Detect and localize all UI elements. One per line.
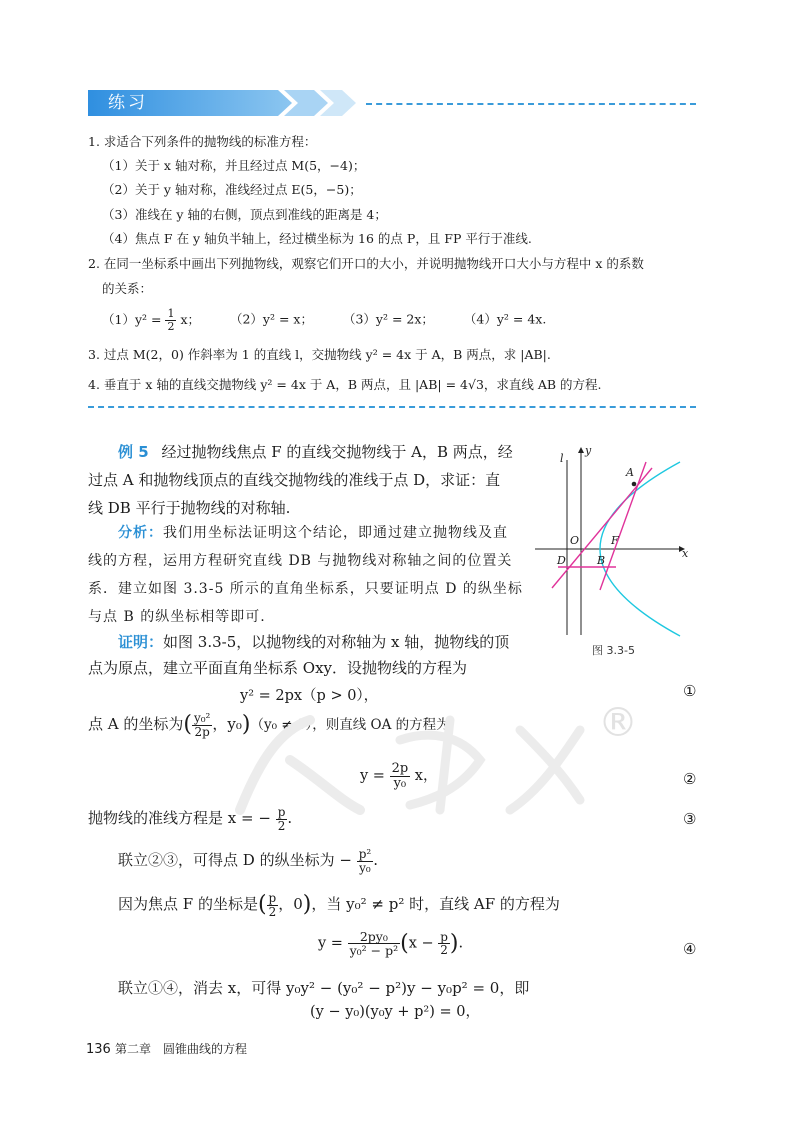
directrix-pre: 抛物线的准线方程是 x = − — [88, 809, 271, 828]
label-x: x — [682, 547, 689, 560]
example-label: 例 5 — [118, 443, 149, 461]
proof-text-1: 如图 3.3-5，以抛物线的对称轴为 x 轴，抛物线的顶 — [163, 633, 510, 651]
label-A: A — [626, 466, 634, 479]
exercise-1: 1. 求适合下列条件的抛物线的标准方程： — [88, 134, 317, 149]
eq2-den: y₀ — [393, 775, 407, 791]
point-a-mid: ，y₀ — [212, 715, 242, 734]
figure-3-3-5 — [530, 440, 700, 640]
eq4-post: . — [458, 935, 464, 952]
combine-14-line: 联立①④，消去 x，可得 y₀y² − (y₀² − p²)y − y₀p² = 0，即 — [118, 979, 530, 997]
option-1 — [102, 307, 204, 333]
figure-caption: 图 3.3-5 — [592, 644, 635, 657]
proof-line2: 点为原点，建立平面直角坐标系 Oxy．设抛物线的方程为 — [88, 659, 468, 677]
focus-post: ，当 y₀² ≠ p² 时，直线 AF 的方程为 — [311, 895, 560, 914]
eq4-inner-num: p — [440, 929, 448, 944]
point-a-post: （y₀ ≠ 0），则直线 OA 的方程为 — [250, 717, 450, 734]
page-footer — [86, 1040, 247, 1057]
exercise-3: 3. 过点 M(2，0) 作斜率为 1 的直线 l，交抛物线 y² = 4x 于 A，B 两点，求 |AB|. — [88, 347, 551, 362]
focus-den: 2 — [268, 904, 277, 919]
example-line3: 线 DB 平行于抛物线的对称轴. — [88, 499, 291, 517]
option-1-pre: （1）y² = — [102, 311, 162, 327]
exercise-4: 4. 垂直于 x 轴的直线交抛物线 y² = 4x 于 A，B 两点，且 |AB| = 4√3，求直线 AB 的方程. — [88, 377, 602, 392]
analysis-line4: 与点 B 的纵坐标相等即可. — [88, 609, 266, 625]
page-number: 136 — [86, 1042, 111, 1057]
analysis-line3: 系．建立如图 3.3-5 所示的直角坐标系，只要证明点 D 的纵坐标 — [88, 581, 523, 597]
exercise-2-line2: 的关系： — [102, 281, 153, 296]
fraction-half — [165, 308, 176, 332]
exercise-bottom-dash-line — [88, 406, 696, 408]
equation-2-number: ② — [683, 770, 697, 788]
combine23-den: y₀ — [359, 860, 371, 875]
eq4-frac — [348, 930, 401, 957]
analysis-line2: 线的方程，运用方程研究直线 DB 与抛物线对称轴之间的位置关 — [88, 553, 513, 569]
watermark-registered: ® — [598, 700, 638, 746]
label-B: B — [597, 554, 606, 567]
eq4-den: y₀² − p² — [349, 943, 399, 959]
directrix-num: p — [277, 805, 286, 819]
line-AB — [600, 462, 646, 590]
equation-1: y² = 2px（p > 0）， — [240, 688, 379, 704]
label-y: y — [585, 444, 592, 457]
point-a-num: y₀² — [193, 711, 211, 725]
directrix-den: 2 — [277, 818, 286, 833]
eq4-inner-den: 2 — [440, 943, 448, 958]
label-l: l — [560, 452, 564, 465]
combine-23-line — [118, 848, 378, 874]
analysis-label: 分析： — [118, 525, 163, 541]
watermark-calligraphy — [200, 700, 600, 820]
example-line2: 过点 A 和抛物线顶点的直线交抛物线的准线于点 D，求证：直 — [88, 471, 501, 489]
section-title: 练习 — [108, 93, 148, 113]
point-a-line: 点 A 的坐标为( $\frac{\text{y₀²}}{2p}$ ，y₀)（y₀ ≠ 0），则直线 OA 的方程为 — [88, 711, 450, 739]
chapter-title: 第二章 圆锥曲线的方程 — [114, 1042, 247, 1056]
eq2-post: x， — [414, 768, 438, 785]
example-text-1: 经过抛物线焦点 F 的直线交抛物线于 A，B 两点，经 — [161, 443, 513, 461]
eq4-num: 2py₀ — [348, 930, 401, 944]
option-4: （4）y² = 4x. — [463, 311, 547, 327]
exercise-1-4: （4）焦点 F 在 y 轴负半轴上，经过横坐标为 16 的点 P，且 FP 平行于准线. — [102, 231, 532, 246]
option-1-post: x； — [180, 311, 201, 327]
eq4-mid: x − — [408, 935, 434, 952]
exercise-2-options — [102, 308, 546, 332]
focus-pre: 因为焦点 F 的坐标是 — [118, 895, 258, 914]
exercise-1-3: （3）准线在 y 轴的右侧，顶点到准线的距离是 4； — [102, 207, 387, 222]
focus-num: p — [268, 891, 277, 905]
option-3: （3）y² = 2x； — [342, 311, 434, 327]
eq4-pre: y = — [318, 935, 343, 952]
header-dash-line — [366, 103, 696, 105]
proof-label: 证明： — [118, 633, 164, 651]
combine23-post: . — [373, 851, 378, 870]
point-a-pre: 点 A 的坐标为 — [88, 715, 184, 734]
factored-equation: (y − y₀)(y₀y + p²) = 0， — [310, 1004, 480, 1020]
label-F: F — [611, 534, 619, 547]
label-O: O — [570, 534, 580, 547]
combine23-frac — [357, 848, 374, 874]
equation-1-number: ① — [683, 682, 697, 700]
combine23-num: p² — [358, 847, 372, 861]
eq2-num: 2p — [391, 761, 409, 776]
focus-line: 因为焦点 F 的坐标是( $\frac{p}{2}$ ，0)，当 y₀² ≠ p² 时，直线 AF 的方程为 — [118, 891, 560, 919]
eq4-inner-frac — [438, 931, 450, 957]
label-D: D — [557, 554, 566, 567]
fraction-num: 1 — [167, 307, 175, 320]
point-a-den: 2p — [194, 724, 210, 739]
fraction-den: 2 — [167, 319, 175, 333]
point-A-dot — [632, 482, 637, 487]
eq2-pre: y = — [360, 768, 385, 785]
analysis-text-1: 我们用坐标法证明这个结论，即通过建立抛物线及直 — [163, 525, 508, 541]
equation-4-number: ④ — [683, 940, 697, 958]
option-2: （2）y² = x； — [229, 311, 313, 327]
analysis-line1 — [118, 520, 508, 546]
focus-mid: ，0 — [278, 895, 303, 914]
combine23-pre: 联立②③，可得点 D 的纵坐标为 − — [118, 851, 352, 870]
equation-4: y = $\frac{\text{2py₀}}{\text{y₀² − p²}}$ (x − $\frac{p}{2}$ ). — [318, 929, 464, 959]
focus-frac — [267, 892, 279, 918]
exercise-2-line1: 2. 在同一坐标系中画出下列抛物线，观察它们开口的大小，并说明抛物线开口大小与方程中 x 的系数 — [88, 256, 644, 271]
directrix-post: . — [287, 809, 293, 828]
equation-3-number: ③ — [683, 810, 697, 828]
proof-line1 — [118, 630, 509, 654]
exercise-1-2: （2）关于 y 轴对称，准线经过点 E(5，−5)； — [102, 182, 362, 197]
example-line1 — [118, 440, 513, 464]
exercise-1-1: （1）关于 x 轴对称，并且经过点 M(5，−4)； — [102, 158, 366, 173]
